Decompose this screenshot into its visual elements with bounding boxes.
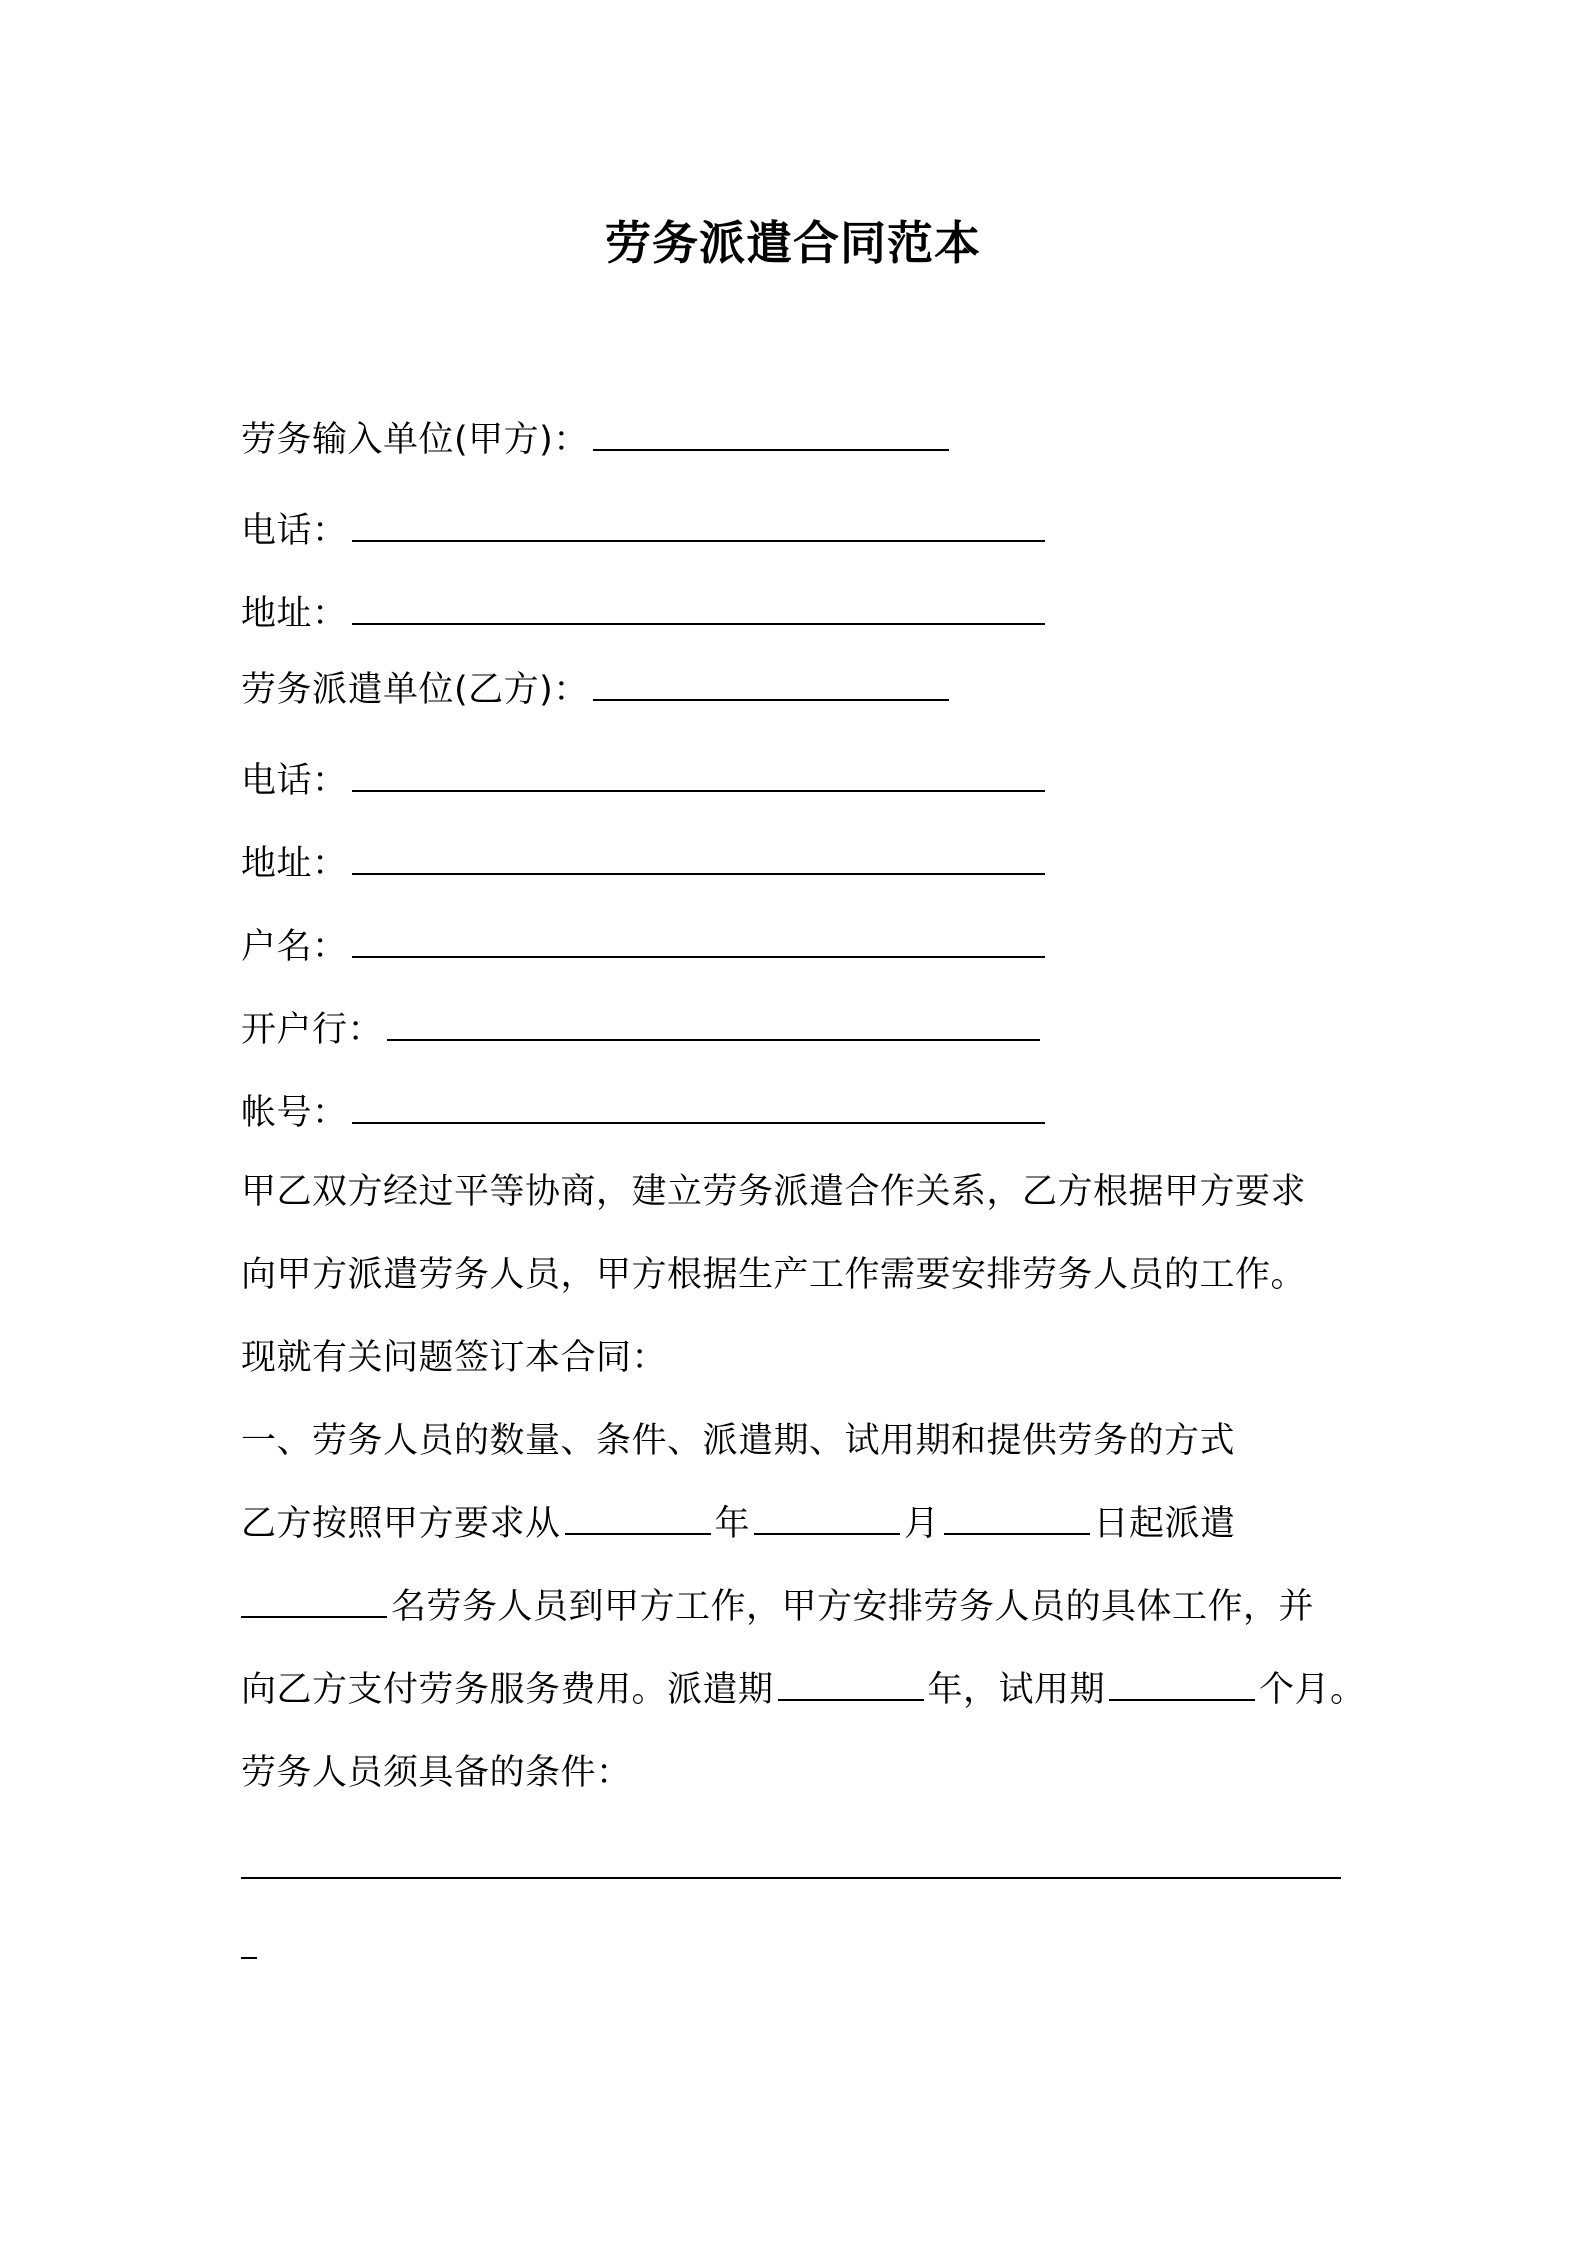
party-b-account-number-blank[interactable] — [352, 1121, 1045, 1124]
section-1-start-date-row — [241, 1499, 1236, 1549]
party-b-bank-row — [241, 1005, 1044, 1055]
party-a-address-label: 地址： — [241, 594, 348, 634]
worker-count-blank[interactable] — [241, 1615, 387, 1618]
party-b-phone-label: 电话： — [241, 761, 348, 801]
party-b-address-row — [241, 839, 1049, 889]
conditions-label: 劳务人员须具备的条件： — [241, 1753, 632, 1793]
dispatch-years-blank[interactable] — [778, 1698, 924, 1701]
party-b-account-number-row — [241, 1088, 1049, 1138]
intro-line-2: 向甲方派遣劳务人员，甲方根据生产工作需要安排劳务人员的工作。 — [241, 1255, 1307, 1295]
party-a-name-blank[interactable] — [593, 448, 949, 451]
conditions-blank-row — [241, 1843, 1345, 1893]
conditions-blank-line-2[interactable] — [241, 1956, 257, 1959]
section-1-worker-count-row — [241, 1582, 1314, 1632]
intro-line-1: 甲乙双方经过平等协商，建立劳务派遣合作关系，乙方根据甲方要求 — [241, 1172, 1307, 1212]
party-a-phone-blank[interactable] — [352, 539, 1045, 542]
period-prefix: 向乙方支付劳务服务费用。派遣期 — [241, 1670, 774, 1710]
month-label: 月 — [904, 1504, 940, 1544]
party-b-name-label: 劳务派遣单位(乙方)： — [241, 670, 589, 710]
party-b-bank-label: 开户行： — [241, 1010, 384, 1050]
party-a-address-row — [241, 589, 1049, 639]
party-a-phone-label: 电话： — [241, 511, 348, 551]
party-a-name-label: 劳务输入单位(甲方)： — [241, 420, 589, 460]
section-1-heading: 一、劳务人员的数量、条件、派遣期、试用期和提供劳务的方式 — [241, 1421, 1236, 1461]
document-title: 劳务派遣合同范本 — [605, 216, 981, 270]
intro-line-3: 现就有关问题签订本合同： — [241, 1338, 668, 1378]
party-a-name-row — [241, 415, 953, 465]
start-date-prefix: 乙方按照甲方要求从 — [241, 1504, 561, 1544]
party-a-phone-row — [241, 506, 1049, 556]
party-b-phone-row — [241, 756, 1049, 806]
worker-count-text: 名劳务人员到甲方工作，甲方安排劳务人员的具体工作，并 — [391, 1587, 1315, 1627]
probation-months-blank[interactable] — [1109, 1698, 1255, 1701]
year-label: 年 — [714, 1504, 751, 1544]
party-b-account-name-row — [241, 922, 1049, 972]
start-month-blank[interactable] — [754, 1532, 900, 1535]
start-year-blank[interactable] — [565, 1532, 711, 1535]
day-suffix: 日起派遣 — [1093, 1504, 1236, 1544]
section-1-period-row — [241, 1665, 1366, 1715]
probation-suffix: 个月。 — [1259, 1670, 1366, 1710]
conditions-blank-row-2 — [241, 1923, 261, 1973]
start-day-blank[interactable] — [944, 1532, 1090, 1535]
party-b-bank-blank[interactable] — [387, 1038, 1040, 1041]
party-b-address-blank[interactable] — [352, 872, 1045, 875]
party-a-address-blank[interactable] — [352, 622, 1045, 625]
party-b-phone-blank[interactable] — [352, 789, 1045, 792]
party-b-address-label: 地址： — [241, 844, 348, 884]
conditions-blank-line-1[interactable] — [241, 1876, 1341, 1879]
party-b-account-number-label: 帐号： — [241, 1093, 348, 1133]
party-b-name-row — [241, 665, 953, 715]
party-b-account-name-label: 户名： — [241, 927, 348, 967]
party-b-name-blank[interactable] — [593, 698, 949, 701]
probation-prefix: 年，试用期 — [927, 1670, 1106, 1710]
party-b-account-name-blank[interactable] — [352, 955, 1045, 958]
